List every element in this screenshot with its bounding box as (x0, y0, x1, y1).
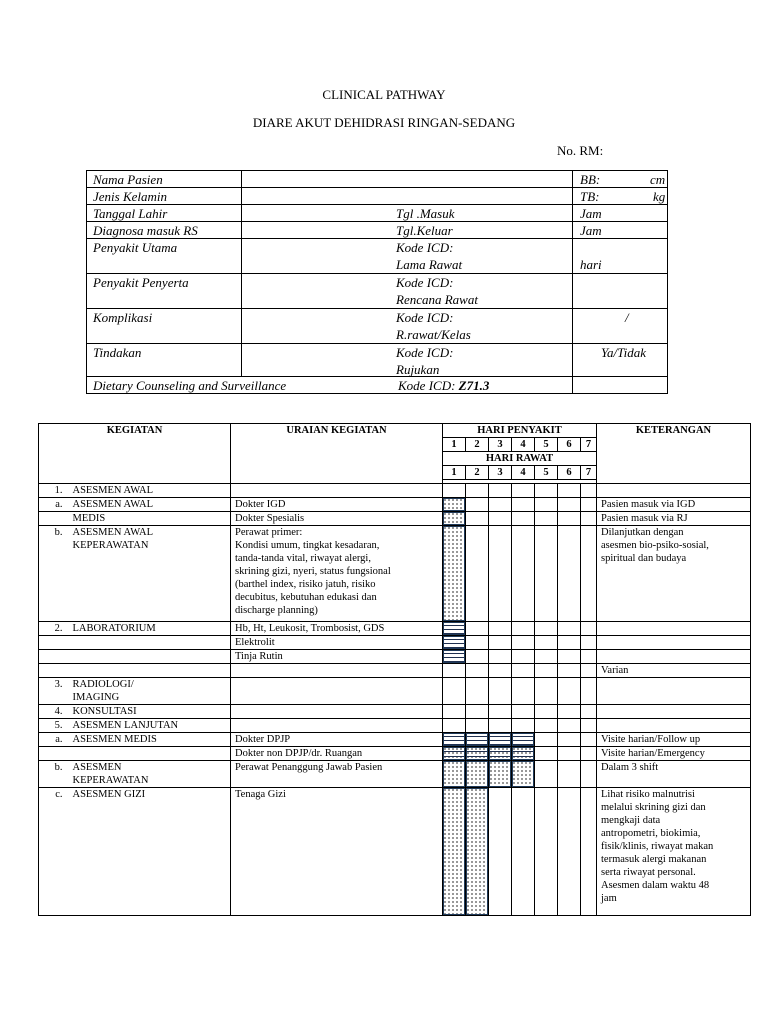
label-lama-rawat: Lama Rawat (396, 257, 463, 272)
table-row (39, 733, 751, 747)
day-cell[interactable] (466, 512, 489, 526)
row-kegiatan: ASESMEN GIZI (69, 788, 231, 916)
day-cell[interactable] (535, 622, 558, 636)
label-rujukan: Rujukan (396, 362, 440, 377)
patient-header-box (86, 170, 668, 394)
row-uraian: Dokter IGD (231, 498, 443, 512)
day-cell[interactable] (489, 512, 512, 526)
day-cell[interactable] (581, 622, 597, 636)
day-cell[interactable] (489, 498, 512, 512)
day-mark (512, 747, 534, 760)
row-keterangan: Dilanjutkan dengan asesmen bio-psiko-sosial, spiritual dan budaya (597, 526, 751, 622)
row-keterangan: Pasien masuk via IGD (597, 498, 751, 512)
label-nama-pasien: Nama Pasien (93, 172, 163, 187)
day-mark (512, 761, 534, 787)
label-diagnosa: Diagnosa masuk RS (93, 223, 198, 238)
day-cell[interactable] (581, 678, 597, 705)
day-cell[interactable] (489, 761, 512, 788)
day-mark (489, 747, 511, 760)
label-kode-icd-penyerta: Kode ICD: (396, 275, 454, 290)
row-uraian: Tenaga Gizi (231, 788, 443, 916)
day-cell[interactable] (581, 733, 597, 747)
clinical-pathway-table (38, 423, 751, 916)
row-uraian (231, 484, 443, 498)
day-cell[interactable] (466, 788, 489, 916)
day-cell[interactable] (535, 747, 558, 761)
day-cell[interactable] (512, 526, 535, 622)
day-number: 3 (489, 438, 512, 452)
label-rawat-kelas: R.rawat/Kelas (396, 327, 471, 342)
day-cell[interactable] (443, 636, 466, 650)
day-cell[interactable] (535, 512, 558, 526)
day-cell[interactable] (466, 498, 489, 512)
row-number: c. (39, 788, 69, 916)
row-uraian (231, 705, 443, 719)
day-cell[interactable] (466, 526, 489, 622)
day-cell[interactable] (558, 650, 581, 664)
table-row (39, 664, 751, 678)
day-cell[interactable] (558, 664, 581, 678)
day-mark (443, 761, 465, 787)
day-cell[interactable] (558, 636, 581, 650)
day-cell[interactable] (512, 622, 535, 636)
day-cell[interactable] (443, 664, 466, 678)
row-keterangan: Visite harian/Emergency (597, 747, 751, 761)
day-cell[interactable] (512, 484, 535, 498)
day-cell[interactable] (443, 498, 466, 512)
label-bb: BB: (580, 172, 601, 187)
table-row (39, 498, 751, 512)
row-number: b. (39, 526, 69, 622)
day-number: 7 (581, 438, 597, 452)
label-tanggal-lahir: Tanggal Lahir (93, 206, 168, 221)
day-mark (443, 622, 465, 635)
row-number: 4. (39, 705, 69, 719)
row-uraian (231, 678, 443, 705)
day-cell[interactable] (443, 526, 466, 622)
day-cell[interactable] (512, 761, 535, 788)
row-kegiatan: ASESMEN KEPERAWATAN (69, 761, 231, 788)
day-cell[interactable] (489, 747, 512, 761)
day-mark (443, 733, 465, 746)
day-mark (443, 512, 465, 525)
day-cell[interactable] (581, 498, 597, 512)
day-cell[interactable] (489, 650, 512, 664)
day-cell[interactable] (443, 650, 466, 664)
rm-number-label: No. RM: (557, 143, 604, 158)
day-cell[interactable] (512, 788, 535, 916)
row-kegiatan: RADIOLOGI/ IMAGING (69, 678, 231, 705)
table-row (39, 650, 751, 664)
table-row (39, 761, 751, 788)
label-kode-icd-utama: Kode ICD: (396, 240, 454, 255)
table-row (39, 678, 751, 705)
row-keterangan (597, 719, 751, 733)
day-number: 4 (512, 466, 535, 480)
day-cell[interactable] (558, 719, 581, 733)
day-mark (443, 498, 465, 511)
row-number (39, 650, 69, 664)
day-cell[interactable] (512, 733, 535, 747)
day-cell[interactable] (489, 788, 512, 916)
day-cell[interactable] (558, 526, 581, 622)
header-uraian: URAIAN KEGIATAN (231, 424, 443, 484)
day-cell[interactable] (489, 636, 512, 650)
day-number: 5 (535, 466, 558, 480)
row-keterangan (597, 636, 751, 650)
row-uraian: Tinja Rutin (231, 650, 443, 664)
row-uraian: Hb, Ht, Leukosit, Trombosist, GDS (231, 622, 443, 636)
row-number: 1. (39, 484, 69, 498)
label-dietary: Dietary Counseling and Surveillance (93, 378, 287, 393)
row-keterangan: Lihat risiko malnutrisi melalui skrining gizi dan mengkaji data antropometri, biokimia, fisik/klinis, riwayat makan termasuk alergi makanan serta riwayat personal. Asesmen dalam waktu 48 jam (597, 788, 751, 916)
row-kegiatan (69, 636, 231, 650)
day-cell[interactable] (443, 733, 466, 747)
row-kegiatan: ASESMEN AWAL (69, 484, 231, 498)
day-cell[interactable] (558, 733, 581, 747)
day-cell[interactable] (581, 788, 597, 916)
day-cell[interactable] (535, 636, 558, 650)
day-cell[interactable] (489, 526, 512, 622)
table-row (39, 622, 751, 636)
row-kegiatan: ASESMEN AWAL (69, 498, 231, 512)
day-cell[interactable] (581, 512, 597, 526)
row-keterangan (597, 678, 751, 705)
day-mark (443, 788, 465, 915)
day-cell[interactable] (535, 498, 558, 512)
table-row (39, 526, 751, 622)
day-mark (512, 733, 534, 746)
day-cell[interactable] (581, 650, 597, 664)
day-number: 1 (443, 466, 466, 480)
day-cell[interactable] (443, 705, 466, 719)
label-jam-keluar: Jam (580, 223, 602, 238)
day-cell[interactable] (535, 788, 558, 916)
row-number: 2. (39, 622, 69, 636)
day-number: 4 (512, 438, 535, 452)
page-subtitle: DIARE AKUT DEHIDRASI RINGAN-SEDANG (252, 115, 516, 130)
day-cell[interactable] (581, 719, 597, 733)
table-row (39, 788, 751, 916)
day-cell[interactable] (466, 678, 489, 705)
row-uraian: Dokter DPJP (231, 733, 443, 747)
label-ya-tidak: Ya/Tidak (601, 345, 647, 360)
day-cell[interactable] (512, 498, 535, 512)
row-uraian: Dokter non DPJP/dr. Ruangan (231, 747, 443, 761)
day-cell[interactable] (535, 484, 558, 498)
day-cell[interactable] (558, 747, 581, 761)
row-number (39, 512, 69, 526)
row-keterangan: Visite harian/Follow up (597, 733, 751, 747)
day-cell[interactable] (535, 719, 558, 733)
day-cell[interactable] (581, 664, 597, 678)
label-kode-icd-tindakan: Kode ICD: (396, 345, 454, 360)
day-cell[interactable] (558, 788, 581, 916)
row-uraian: Perawat Penanggung Jawab Pasien (231, 761, 443, 788)
day-cell[interactable] (581, 484, 597, 498)
day-cell[interactable] (489, 678, 512, 705)
row-kegiatan: MEDIS (69, 512, 231, 526)
row-number: a. (39, 498, 69, 512)
row-keterangan (597, 650, 751, 664)
day-mark (443, 636, 465, 649)
day-cell[interactable] (558, 678, 581, 705)
day-cell[interactable] (581, 705, 597, 719)
day-cell[interactable] (535, 761, 558, 788)
day-cell[interactable] (535, 664, 558, 678)
day-cell[interactable] (581, 747, 597, 761)
label-penyakit-utama: Penyakit Utama (93, 240, 178, 255)
label-tb: TB: (580, 189, 600, 204)
label-rencana-rawat: Rencana Rawat (396, 292, 478, 307)
day-cell[interactable] (581, 761, 597, 788)
day-cell[interactable] (489, 719, 512, 733)
label-kode-icd-komplikasi: Kode ICD: (396, 310, 454, 325)
day-cell[interactable] (466, 761, 489, 788)
day-number: 6 (558, 466, 581, 480)
row-number (39, 636, 69, 650)
day-cell[interactable] (558, 512, 581, 526)
row-number (39, 747, 69, 761)
row-number: a. (39, 733, 69, 747)
day-cell[interactable] (443, 678, 466, 705)
day-cell[interactable] (443, 761, 466, 788)
day-mark (466, 733, 488, 746)
row-uraian (231, 664, 443, 678)
row-kegiatan: KONSULTASI (69, 705, 231, 719)
day-cell[interactable] (466, 747, 489, 761)
row-number: b. (39, 761, 69, 788)
day-number: 1 (443, 438, 466, 452)
day-number: 2 (466, 438, 489, 452)
label-slash: / (625, 310, 629, 325)
day-cell[interactable] (581, 526, 597, 622)
table-row (39, 512, 751, 526)
row-keterangan (597, 622, 751, 636)
row-number: 5. (39, 719, 69, 733)
row-uraian (231, 719, 443, 733)
row-number (39, 664, 69, 678)
day-cell[interactable] (489, 733, 512, 747)
day-cell[interactable] (512, 747, 535, 761)
row-kegiatan (69, 650, 231, 664)
day-cell[interactable] (466, 622, 489, 636)
day-cell[interactable] (443, 512, 466, 526)
day-cell[interactable] (443, 788, 466, 916)
row-kegiatan: ASESMEN LANJUTAN (69, 719, 231, 733)
day-cell[interactable] (443, 747, 466, 761)
table-row (39, 719, 751, 733)
day-cell[interactable] (443, 719, 466, 733)
day-cell[interactable] (535, 678, 558, 705)
day-number: 5 (535, 438, 558, 452)
day-cell[interactable] (489, 622, 512, 636)
day-cell[interactable] (512, 705, 535, 719)
day-number: 3 (489, 466, 512, 480)
day-cell[interactable] (558, 498, 581, 512)
day-cell[interactable] (489, 664, 512, 678)
table-row (39, 705, 751, 719)
header-kegiatan: KEGIATAN (39, 424, 231, 484)
day-cell[interactable] (512, 636, 535, 650)
label-cm: cm (650, 172, 666, 187)
day-cell[interactable] (558, 705, 581, 719)
day-cell[interactable] (512, 664, 535, 678)
row-number: 3. (39, 678, 69, 705)
day-cell[interactable] (466, 664, 489, 678)
day-mark (466, 788, 488, 915)
label-jenis-kelamin: Jenis Kelamin (93, 189, 168, 204)
day-cell[interactable] (466, 484, 489, 498)
label-hari: hari (580, 257, 602, 272)
day-mark (443, 526, 465, 621)
day-number: 2 (466, 466, 489, 480)
kode-icd-dietary-value: Z71.3 (458, 378, 490, 393)
day-cell[interactable] (466, 705, 489, 719)
row-kegiatan: LABORATORIUM (69, 622, 231, 636)
day-cell[interactable] (443, 484, 466, 498)
day-cell[interactable] (489, 484, 512, 498)
table-row (39, 484, 751, 498)
row-kegiatan (69, 664, 231, 678)
label-penyakit-penyerta: Penyakit Penyerta (93, 275, 189, 290)
day-cell[interactable] (466, 636, 489, 650)
row-kegiatan (69, 747, 231, 761)
day-mark (466, 761, 488, 787)
day-cell[interactable] (581, 636, 597, 650)
day-cell[interactable] (535, 526, 558, 622)
day-cell[interactable] (512, 678, 535, 705)
day-cell[interactable] (489, 705, 512, 719)
label-tgl-masuk: Tgl .Masuk (396, 206, 455, 221)
row-keterangan (597, 705, 751, 719)
day-mark (489, 761, 511, 787)
day-cell[interactable] (535, 733, 558, 747)
day-cell[interactable] (466, 650, 489, 664)
label-komplikasi: Komplikasi (93, 310, 153, 325)
day-mark (489, 733, 511, 746)
day-cell[interactable] (512, 719, 535, 733)
label-kg: kg (653, 189, 666, 204)
row-keterangan: Varian (597, 664, 751, 678)
row-kegiatan: ASESMEN AWAL KEPERAWATAN (69, 526, 231, 622)
day-cell[interactable] (443, 622, 466, 636)
row-uraian: Elektrolit (231, 636, 443, 650)
label-tgl-keluar: Tgl.Keluar (396, 223, 453, 238)
page-title: CLINICAL PATHWAY (322, 87, 446, 102)
day-cell[interactable] (535, 705, 558, 719)
day-number: 6 (558, 438, 581, 452)
row-uraian: Dokter Spesialis (231, 512, 443, 526)
row-keterangan (597, 484, 751, 498)
header-hari-penyakit: HARI PENYAKIT (443, 424, 597, 438)
table-row (39, 747, 751, 761)
day-cell[interactable] (466, 733, 489, 747)
day-number: 7 (581, 466, 597, 480)
label-kode-icd-dietary: Kode ICD: Z71.3 (398, 378, 490, 393)
day-cell[interactable] (558, 622, 581, 636)
day-cell[interactable] (512, 650, 535, 664)
day-cell[interactable] (558, 761, 581, 788)
header-keterangan: KETERANGAN (597, 424, 751, 484)
row-keterangan: Dalam 3 shift (597, 761, 751, 788)
day-mark (443, 650, 465, 663)
day-cell[interactable] (466, 719, 489, 733)
label-jam-masuk: Jam (580, 206, 602, 221)
day-mark (443, 747, 465, 760)
row-keterangan: Pasien masuk via RJ (597, 512, 751, 526)
day-cell[interactable] (535, 650, 558, 664)
table-row (39, 636, 751, 650)
label-tindakan: Tindakan (93, 345, 142, 360)
day-mark (466, 747, 488, 760)
header-hari-rawat: HARI RAWAT (443, 452, 597, 466)
day-cell[interactable] (558, 484, 581, 498)
row-uraian: Perawat primer: Kondisi umum, tingkat kesadaran, tanda-tanda vital, riwayat alergi, skrining gizi, nyeri, status fungsional (barthel index, risiko jatuh, risiko decubitus, kebutuhan edukasi dan discharge planning) (231, 526, 443, 622)
day-cell[interactable] (512, 512, 535, 526)
row-kegiatan: ASESMEN MEDIS (69, 733, 231, 747)
